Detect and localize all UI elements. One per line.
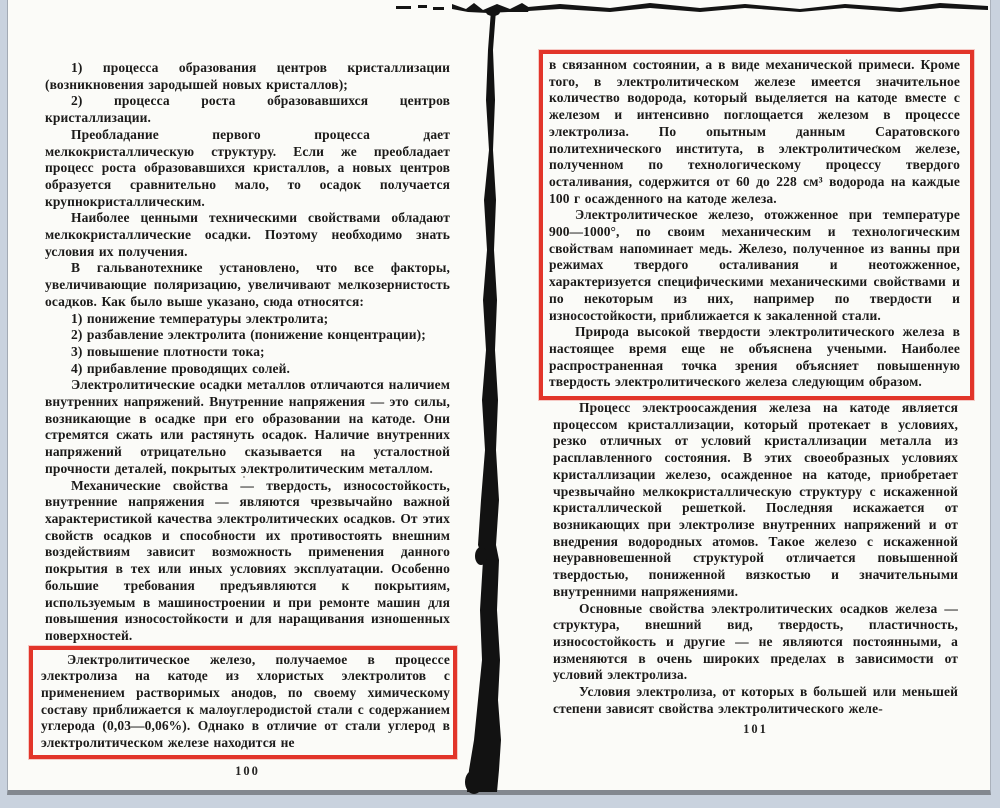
paragraph: В гальванотехнике установлено, что все факторы, увеличивающие поляризацию, увеличивают мелкозернистость осадков. Как было выше указано, сюда относятся: bbox=[45, 260, 450, 309]
paragraph: 2) процесса роста образовавшихся центров кристаллизации. bbox=[45, 93, 450, 126]
highlighted-paragraph: в связанном состоянии, а в виде механической примеси. Кроме того, в электролитическом железе имеется значительное количество водорода, который выделяется на катоде вместе с железом и интенсивно поглощается железом в процессе электролиза. По опытным данным Саратовского политехнического института, в электролитическом железе, полученном по технологическому процессу твердого осталивания, содержится от 60 до 228 см³ водорода на каждые 100 г осажденного на катоде железа. bbox=[549, 57, 960, 206]
list-item: 3) повышение плотности тока; bbox=[71, 343, 265, 359]
page-left bbox=[41, 60, 450, 779]
highlighted-paragraph: Природа высокой твердости электролитического железа в настоящее время еще не объяснена учеными. Наиболее распространенная точка зрения объясняет повышенную твердость электролитического железа следующим образом. bbox=[549, 324, 960, 390]
list-item: 1) понижение температуры электролита; bbox=[71, 310, 329, 326]
paragraph: Наиболее ценными техническими свойствами обладают мелкокристаллические осадки. Поэтому необходимо знать условия их получения. bbox=[45, 210, 450, 259]
list-item: 4) прибавление проводящих солей. bbox=[71, 360, 290, 376]
paragraph: Основные свойства электролитических осадков железа — структура, внешний вид, твердость, пластичность, износостойкость и другие — не являются постоянными, а изменяются в очень широких пределах в зависимости от условий электролиза. bbox=[553, 600, 958, 683]
page-right bbox=[549, 50, 960, 737]
paragraph: Электролитические осадки металлов отличаются наличием внутренних напряжений. Внутренние напряжения — это силы, возникающие в осадке при его образовании на катоде. Они стремятся сжать или растянуть осадок. Наличие внутренних напряжений отрицательно сказывается на усталостной прочности деталей, покрытых электролитическим металлом. bbox=[45, 377, 450, 476]
highlight-box-right bbox=[539, 50, 974, 400]
paragraph: 1) процесса образования центров кристаллизации (возникновения зародышей новых кристаллов); bbox=[45, 60, 450, 92]
page-number-left: 100 bbox=[235, 763, 260, 778]
page-number-right: 101 bbox=[743, 722, 768, 737]
paragraph: Процесс электроосаждения железа на катоде является процессом кристаллизации, который протекает в условиях, резко отличных от условий кристаллизации металла из расплавленного состояния. В этих своеобразных условиях кристаллизации железо, осажденное на катоде, приобретает чрезвычайно мелкокристаллическую структуру с искаженной кристаллической решеткой. Последняя искажается от возникающих при электролизе внутренних напряжений и от внедрения водородных атомов. Такое железо с искаженной неуравновешенной структурой отличается повышенной твердостью, пониженной вязкостью и значительными внутренними напряжениями. bbox=[553, 400, 958, 599]
paragraph: Условия электролиза, от которых в большей или меньшей степени зависят свойства электролитического желе- bbox=[553, 684, 958, 716]
highlighted-paragraph: Электролитическое железо, получаемое в процессе электролиза на катоде из хлористых электролитов с применением растворимых анодов, по своему химическому составу приближается к малоуглеродистой стали с содержанием углерода (0,03—0,06%). Однако в отличие от стали углерод в электролитическом железе находится не bbox=[41, 651, 450, 751]
paragraph: Преобладание первого процесса дает мелкокристаллическую структуру. Если же преобладает процесс роста образовавшихся кристаллов, а новых центров образуется сравнительно мало, то осадок получается крупнокристаллическим. bbox=[45, 126, 450, 209]
list-item: 2) разбавление электролита (понижение концентрации); bbox=[71, 327, 426, 343]
highlight-box-left bbox=[29, 646, 457, 759]
paragraph: Механические свойства — твердость, износостойкость, внутренние напряжения — являются чрезвычайно важной характеристикой качества электролитических осадков. От этих свойств осадков и способности их противостоять внешним воздействиям зависит возможность применения данного покрытия в тех или иных условиях эксплуатации. Особенно большие требования предъявляются к покрытиям, используемым в машиностроении и при ремонте машин для повышения износостойкости и для наращивания изношенных поверхностей. bbox=[45, 477, 450, 643]
highlighted-paragraph: Электролитическое железо, отожженное при температуре 900—1000°, по своим механическим и технологическим свойствам напоминает медь. Железо, полученное из ванны при режимах твердого осталивания и неотожженное, характеризуется специфическими механическими свойствами и по некоторым из них, например по твердости и износостойкости, приближается к закаленной стали. bbox=[549, 207, 960, 323]
